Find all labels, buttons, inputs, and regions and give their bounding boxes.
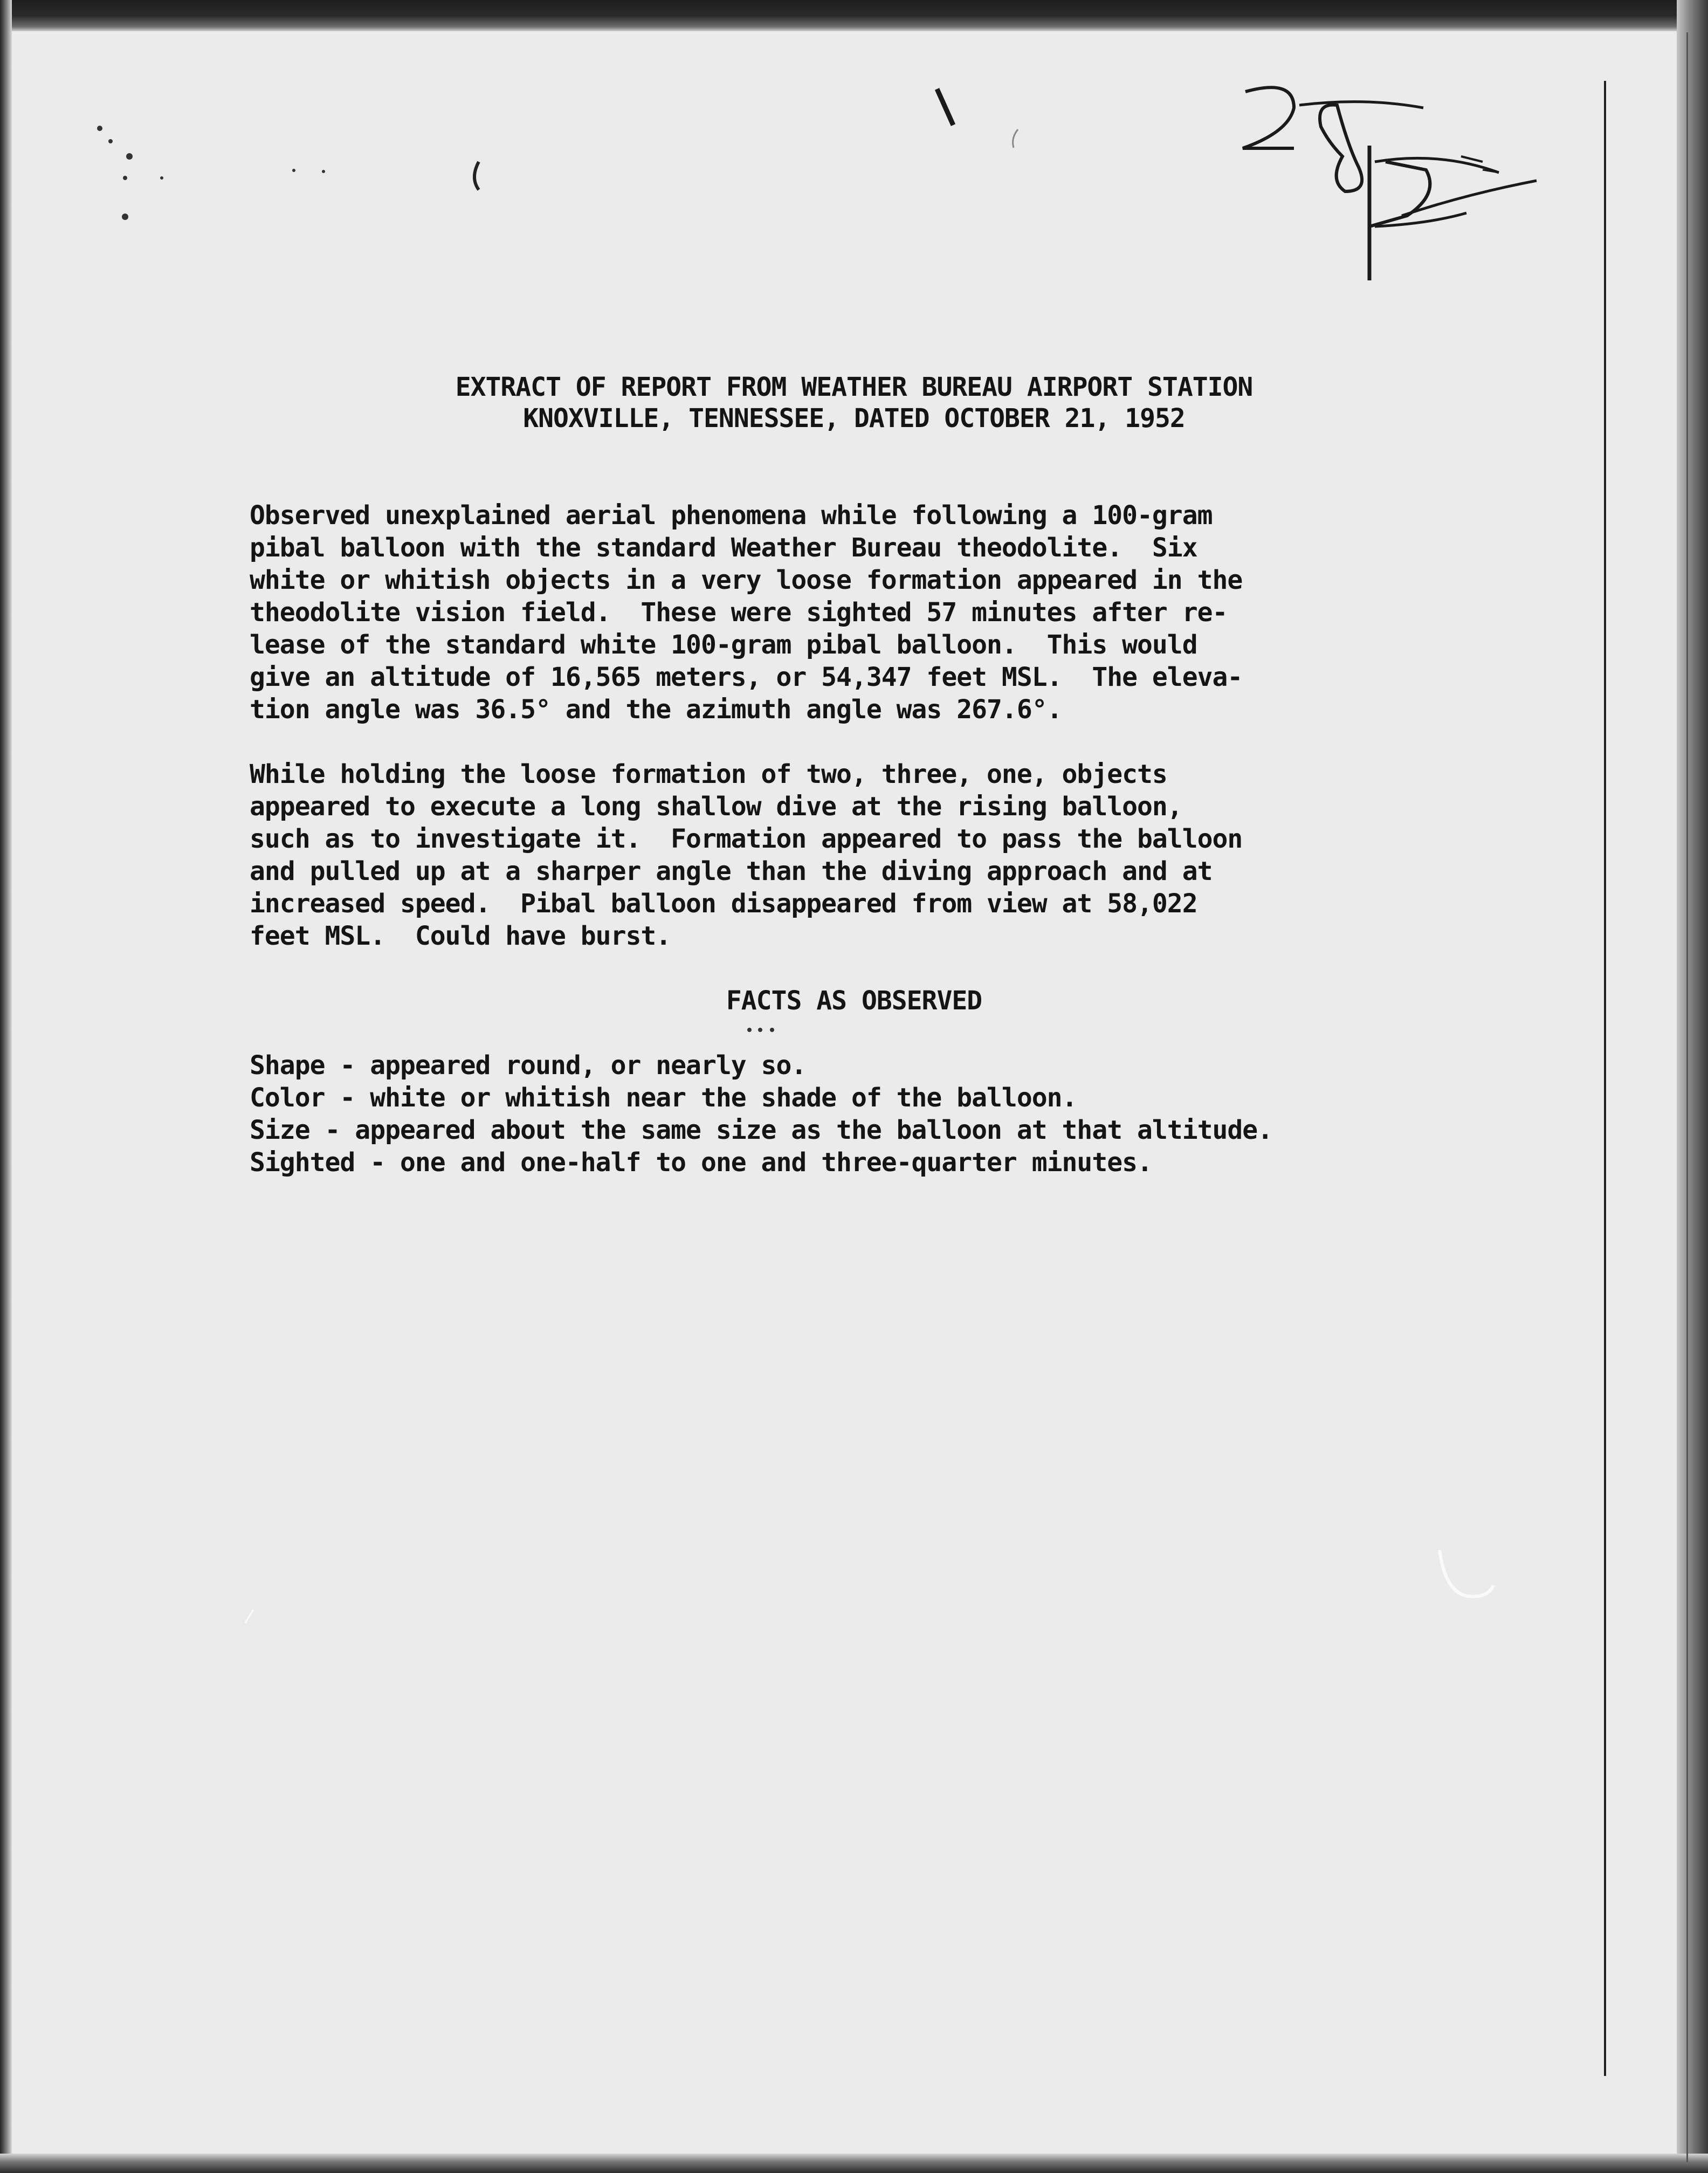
document-title-line-1: EXTRACT OF REPORT FROM WEATHER BUREAU AIRPORT STATION: [455, 372, 1253, 402]
facts-line-sighted: Sighted - one and one-half to one and three-quarter minutes.: [250, 1147, 1152, 1178]
paragraph-2-line-5: increased speed. Pibal balloon disappeared from view at 58,022: [250, 889, 1197, 919]
paragraph-1-line-3: white or whitish objects in a very loose formation appeared in the: [250, 565, 1243, 595]
facts-line-shape: Shape - appeared round, or nearly so.: [250, 1050, 807, 1081]
handwritten-page-number: [1213, 81, 1564, 286]
document-title-line-2: KNOXVILLE, TENNESSEE, DATED OCTOBER 21, 1952: [523, 403, 1185, 434]
paragraph-2-line-2: appeared to execute a long shallow dive at the rising balloon,: [250, 792, 1182, 822]
facts-line-size: Size - appeared about the same size as the balloon at that altitude.: [250, 1115, 1273, 1145]
paragraph-2-line-6: feet MSL. Could have burst.: [250, 921, 671, 951]
paragraph-1-line-7: tion angle was 36.5° and the azimuth angle was 267.6°.: [250, 694, 1062, 725]
paragraph-1-line-2: pibal balloon with the standard Weather Bureau theodolite. Six: [250, 533, 1197, 563]
paragraph-2-line-1: While holding the loose formation of two, three, one, objects: [250, 759, 1167, 789]
paragraph-1-line-4: theodolite vision field. These were sighted 57 minutes after re-: [250, 597, 1228, 628]
facts-heading: FACTS AS OBSERVED: [726, 986, 982, 1016]
paragraph-2-line-4: and pulled up at a sharper angle than the diving approach and at: [250, 856, 1213, 886]
facts-line-color: Color - white or whitish near the shade of the balloon.: [250, 1083, 1077, 1113]
paragraph-1-line-5: lease of the standard white 100-gram pibal balloon. This would: [250, 630, 1197, 660]
paragraph-1-line-6: give an altitude of 16,565 meters, or 54,347 feet MSL. The eleva-: [250, 662, 1243, 692]
paragraph-1-line-1: Observed unexplained aerial phenomena while following a 100-gram: [250, 500, 1213, 531]
paragraph-2-line-3: such as to investigate it. Formation appeared to pass the balloon: [250, 824, 1243, 854]
